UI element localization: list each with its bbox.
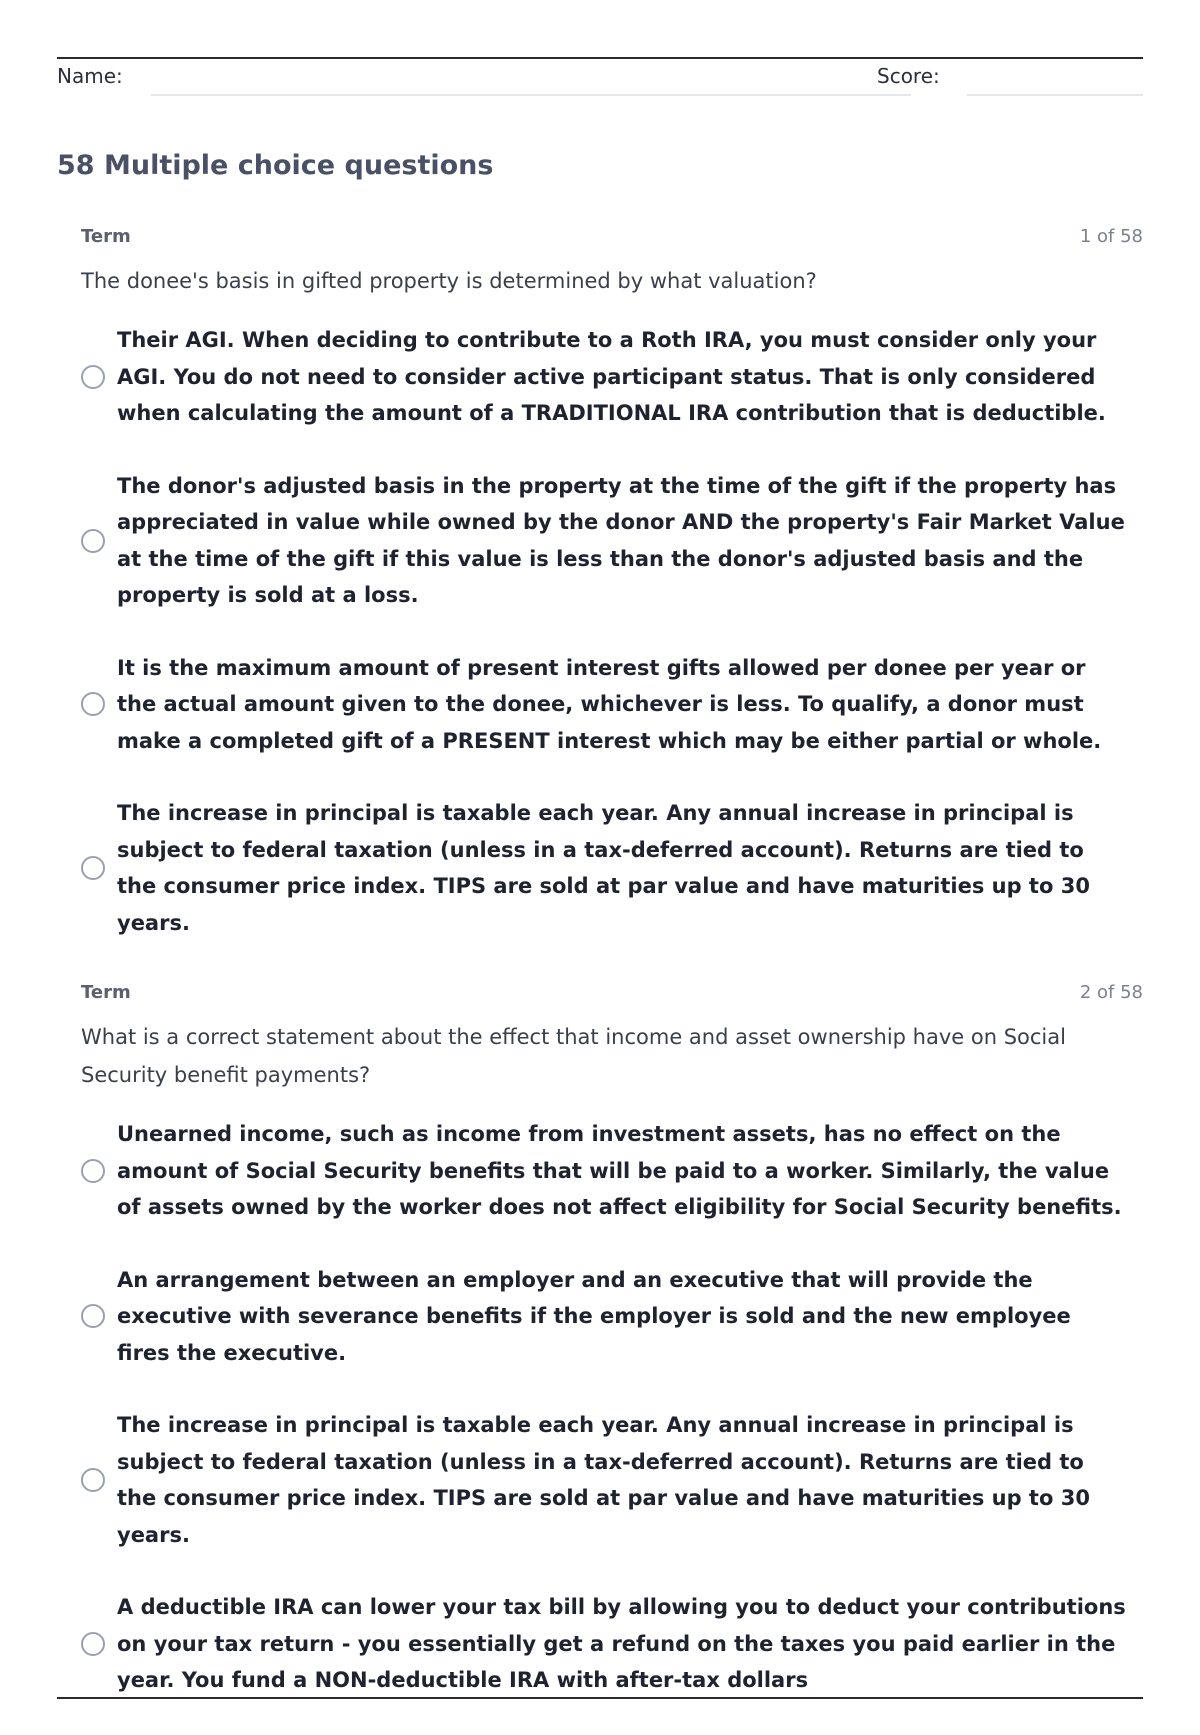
answer-option[interactable] xyxy=(81,1116,1143,1226)
question-card xyxy=(81,226,1143,977)
radio-button[interactable] xyxy=(81,529,105,553)
radio-button[interactable] xyxy=(81,692,105,716)
question-counter: 2 of 58 xyxy=(1079,982,1143,1003)
term-label: Term xyxy=(81,226,131,247)
radio-button[interactable] xyxy=(81,1468,105,1492)
radio-button[interactable] xyxy=(81,365,105,389)
answer-option-text: Unearned income, such as income from investment assets, has no effect on the amount of Social Security benefits that will be paid to a worker. Similarly, the value of assets owned by the worker does not affect eligibility for Social Security benefits. xyxy=(117,1122,1122,1219)
answer-option[interactable] xyxy=(81,1589,1143,1699)
answer-options xyxy=(81,322,1143,941)
term-row xyxy=(81,226,1143,252)
bottom-divider xyxy=(57,1697,1143,1699)
answer-option-text: A deductible IRA can lower your tax bill by allowing you to deduct your contributions on your tax return - you essentially get a refund on the taxes you paid earlier in the year. You fund a NON-deductible IRA with after-tax dollars xyxy=(117,1595,1126,1692)
worksheet-page xyxy=(57,0,1143,1700)
answer-option-text: It is the maximum amount of present interest gifts allowed per donee per year or the actual amount given to the donee, whichever is less. To qualify, a donor must make a completed gift of a PRESENT interest which may be either partial or whole. xyxy=(117,655,1102,753)
question-text: What is a correct statement about the effect that income and asset ownership have on Social Security benefit payments? xyxy=(81,1025,1066,1087)
answer-option[interactable] xyxy=(81,322,1143,432)
answer-option-text: Their AGI. When deciding to contribute to a Roth IRA, you must consider only your AGI. You do not need to consider active participant status. That is only considered when calculating the amount of a TRADITIONAL IRA contribution that is deductible. xyxy=(117,328,1106,425)
top-divider xyxy=(57,57,1143,59)
answer-option-text: An arrangement between an employer and an executive that will provide the executive with severance benefits if the employer is sold and the new employee fires the executive. xyxy=(117,1267,1071,1365)
radio-button[interactable] xyxy=(81,1159,105,1183)
answer-option-text: The increase in principal is taxable each year. Any annual increase in principal is subject to federal taxation (unless in a tax-deferred account). Returns are tied to the consumer price index. TIPS are sold at par value and have maturities up to 30 years. xyxy=(117,801,1090,935)
answer-option[interactable] xyxy=(81,795,1143,941)
radio-button[interactable] xyxy=(81,856,105,880)
question-counter: 1 of 58 xyxy=(1079,226,1143,247)
question-card xyxy=(81,982,1143,1735)
answer-option-text: The donor's adjusted basis in the property at the time of the gift if the property has appreciated in value while owned by the donor AND the property's Fair Market Value at the time of the gift if this value is less than the donor's adjusted basis and the property is sold at a loss. xyxy=(117,473,1125,607)
answer-option[interactable] xyxy=(81,650,1143,760)
score-label: Score: xyxy=(877,64,940,88)
term-label: Term xyxy=(81,982,131,1003)
score-field[interactable] xyxy=(967,94,1143,96)
answer-option[interactable] xyxy=(81,1407,1143,1553)
header-row xyxy=(57,62,1143,102)
question-text: The donee's basis in gifted property is determined by what valuation? xyxy=(81,269,817,293)
answer-option-text: The increase in principal is taxable each year. Any annual increase in principal is subject to federal taxation (unless in a tax-deferred account). Returns are tied to the consumer price index. TIPS are sold at par value and have maturities up to 30 years. xyxy=(117,1413,1090,1547)
term-row xyxy=(81,982,1143,1008)
answer-option[interactable] xyxy=(81,1262,1143,1372)
name-label: Name: xyxy=(57,64,123,88)
section-title: 58 Multiple choice questions xyxy=(57,150,494,181)
answer-options xyxy=(81,1116,1143,1699)
radio-button[interactable] xyxy=(81,1632,105,1656)
answer-option[interactable] xyxy=(81,468,1143,614)
radio-button[interactable] xyxy=(81,1304,105,1328)
name-field[interactable] xyxy=(151,94,911,96)
